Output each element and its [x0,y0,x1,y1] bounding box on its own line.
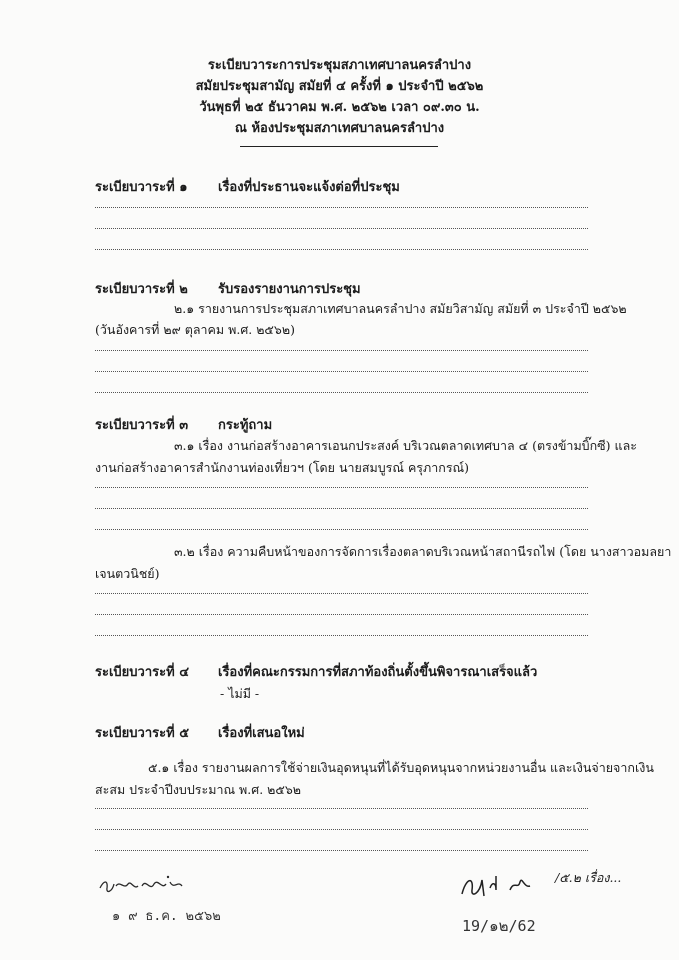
header-venue: ณ ห้องประชุมสภาเทศบาลนครลำปาง [234,121,445,136]
fill-line [95,371,588,372]
agenda-4-title: เรื่องที่คณะกรรมการที่สภาท้องถิ่นตั้งขึ้นพิจารณาเสร็จแล้ว [218,665,538,680]
fill-line [95,529,588,530]
fill-line [95,593,588,594]
fill-line [95,508,588,509]
header-session: สมัยประชุมสามัญ สมัยที่ ๔ ครั้งที่ ๑ ประจำปี ๒๕๖๒ [195,79,484,94]
agenda-4-none: - ไม่มี - [220,686,260,701]
header-date: วันพุธที่ ๒๕ ธันวาคม พ.ศ. ๒๕๖๒ เวลา ๐๙.๓๐ น. [199,100,480,115]
agenda-3-title: กระทู้ถาม [218,418,273,433]
fill-line [95,487,588,488]
agenda-2-item-1-cont: (วันอังคารที่ ๒๙ ตุลาคม พ.ศ. ๒๕๖๒) [95,322,295,337]
fill-line [95,614,588,615]
fill-line [95,207,588,208]
agenda-3-item-2: ๓.๒ เรื่อง ความคืบหน้าของการจัดการเรื่องตลาดบริเวณหน้าสถานีรถไฟ (โดย นางสาวอมลยา [174,544,672,559]
agenda-2-title: รับรองรายงานการประชุม [218,282,361,297]
agenda-5-item-1: ๕.๑ เรื่อง รายงานผลการใช้จ่ายเงินอุดหนุนที่ได้รับอุดหนุนจากหน่วยงานอื่น และเงินจ่ายจากเงิน [148,760,654,775]
agenda-1-title: เรื่องที่ประธานจะแจ้งต่อที่ประชุม [218,180,400,195]
signature-icon [458,868,538,902]
agenda-1-label: ระเบียบวาระที่ ๑ [95,180,188,195]
fill-line [95,350,588,351]
continuation-note: /๕.๒ เรื่อง... [555,870,622,885]
agenda-3-label: ระเบียบวาระที่ ๓ [95,418,189,433]
fill-line [95,635,588,636]
agenda-4-label: ระเบียบวาระที่ ๔ [95,665,190,680]
agenda-2-label: ระเบียบวาระที่ ๒ [95,282,188,297]
received-stamp-date: ๑ ๙ ธ.ค. ๒๕๖๒ [112,909,221,924]
header-title: ระเบียบวาระการประชุมสภาเทศบาลนครลำปาง [207,58,472,73]
agenda-5-label: ระเบียบวาระที่ ๕ [95,726,190,741]
header-divider [240,146,438,147]
agenda-5-title: เรื่องที่เสนอใหม่ [218,726,305,741]
agenda-3-item-2-cont: เจนตวนิชย์) [95,566,160,581]
handwritten-date: 19/๑๒/62 [462,917,536,935]
fill-line [95,850,588,851]
agenda-3-item-1: ๓.๑ เรื่อง งานก่อสร้างอาคารเอนกประสงค์ บริเวณตลาดเทศบาล ๔ (ตรงข้ามบิ๊กซี) และ [174,438,637,453]
agenda-5-item-1-cont: สะสม ประจำปีงบประมาณ พ.ศ. ๒๕๖๒ [95,782,302,797]
agenda-3-item-1-cont: งานก่อสร้างอาคารสำนักงานท่องเที่ยวฯ (โดย นายสมบูรณ์ ครุภากรณ์) [95,460,470,475]
handwritten-note-icon [98,872,188,900]
fill-line [95,808,588,809]
fill-line [95,829,588,830]
fill-line [95,392,588,393]
fill-line [95,228,588,229]
agenda-2-item-1: ๒.๑ รายงานการประชุมสภาเทศบาลนครลำปาง สมัยวิสามัญ สมัยที่ ๓ ประจำปี ๒๕๖๒ [174,301,627,316]
fill-line [95,249,588,250]
